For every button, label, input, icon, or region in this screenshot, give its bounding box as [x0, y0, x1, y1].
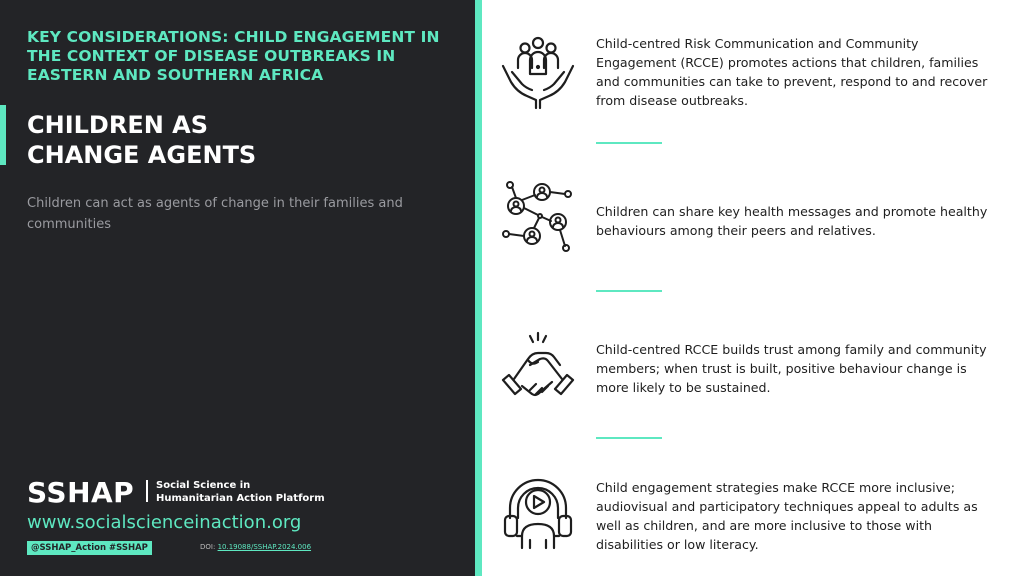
- handshake-icon: [500, 330, 576, 406]
- title-line-1: CHILDREN AS: [27, 111, 209, 139]
- logo-separator: [146, 480, 148, 502]
- item-text: Child-centred RCCE builds trust among family and community members; when trust is built, positive behaviour change is more likely to be sustained.: [596, 342, 987, 395]
- doi-label: DOI:: [200, 543, 216, 551]
- title-accent-bar: [0, 105, 6, 165]
- social-handles: @SSHAP_Action #SSHAP: [27, 541, 152, 555]
- section-rule: [596, 290, 662, 292]
- page-title: [27, 110, 447, 170]
- section-rule: [596, 437, 662, 439]
- item-text: Children can share key health messages and promote healthy behaviours among their peers and relatives.: [596, 204, 988, 238]
- doi-link[interactable]: 10.19088/SSHAP.2024.006: [217, 543, 312, 551]
- headphones-play-icon: [500, 474, 576, 550]
- platform-line-2: Humanitarian Action Platform: [156, 493, 325, 504]
- platform-line-1: Social Science in: [156, 480, 251, 491]
- item-text: Child-centred Risk Communication and Community Engagement (RCCE) promotes actions that children, families and communities can take to prevent, respond to and recover from disease outbreaks.: [596, 36, 988, 108]
- accent-divider: [475, 0, 482, 576]
- kicker-heading: KEY CONSIDERATIONS: CHILD ENGAGEMENT IN THE CONTEXT OF DISEASE OUTBREAKS IN EASTERN AND SOUTHERN AFRICA: [27, 28, 440, 84]
- section-rule: [596, 142, 662, 144]
- platform-name: [156, 479, 325, 505]
- website-link[interactable]: www.socialscienceinaction.org: [27, 512, 302, 533]
- doi-line: [200, 543, 311, 551]
- item-text: Child engagement strategies make RCCE more inclusive; audiovisual and participatory techniques appeal to adults as well as children, and are more inclusive to those with disabilities or low literacy.: [596, 480, 978, 552]
- network-people-icon: [500, 180, 576, 256]
- sshap-logo: SSHAP: [27, 476, 135, 509]
- hands-family-icon: [500, 34, 576, 110]
- title-line-2: CHANGE AGENTS: [27, 141, 257, 169]
- intro-text: Children can act as agents of change in their families and communities: [27, 196, 403, 232]
